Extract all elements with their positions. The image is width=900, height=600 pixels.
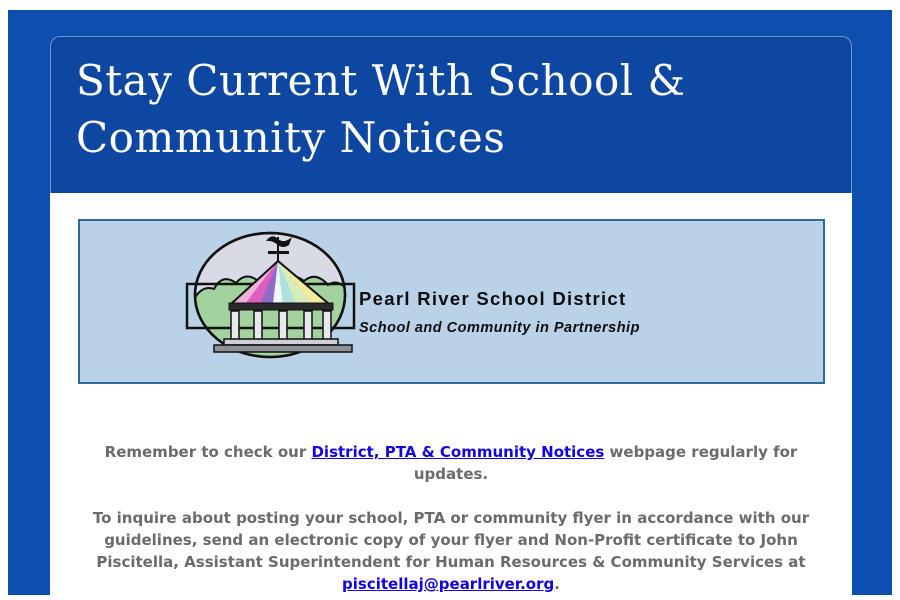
gazebo-icon: [187, 233, 354, 361]
newsletter-header: [50, 36, 852, 193]
logo-title: Pearl River School District: [358, 288, 626, 309]
paragraph-2-text-after: .: [554, 575, 560, 593]
community-notices-link[interactable]: District, PTA & Community Notices: [311, 443, 605, 461]
paragraph-1-text: Remember to check our: [104, 443, 312, 461]
district-logo-image: [80, 221, 823, 382]
notice-paragraph-2: [80, 507, 822, 595]
paragraph-2-text: To inquire about posting your school, PTA or community flyer in accordance with our guidelines, send an electronic copy of your flyer and Non-Profit certificate to John Piscitella, Assistant Superintendent for Human Resources & Community Services at: [92, 509, 810, 571]
email-link[interactable]: piscitellaj@pearlriver.org: [342, 575, 555, 593]
paragraph-1-text-after: webpage regularly for updates.: [413, 443, 798, 483]
district-logo: [78, 219, 825, 384]
newsletter-card: [50, 36, 852, 600]
newsletter-body: [50, 193, 852, 600]
page-title: Stay Current With School & Community Notices: [76, 56, 686, 162]
logo-tagline: School and Community in Partnership: [358, 320, 640, 336]
notice-paragraph-1: [80, 441, 822, 485]
notice-text: [80, 384, 822, 595]
